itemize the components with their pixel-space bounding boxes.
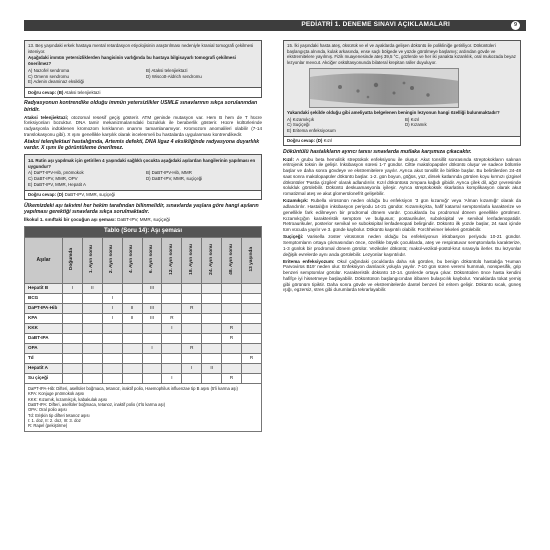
- paragraph-body: A grubu beta hemolitik streptokok enfeksiyonu ile oluşur. Akut tonsillit sonrasında streptokokların salınan eritrojenik toksin ile gelişir. İnkübasyon süresi 1-7 gündür. Ciltte makülopapüler döküntü oluşur ve sadece bölümle başlar ve daha sonra gövdeye ve ekstremitelere yayılır. Ayrıca akut tonsillit ile birlikte başlar. Bu belirtilerden 24-48 saat sonra makülopapüler döküntü başlar. 1-2. gün boyun, göğüs, yüz, dirsek katlarında görülen koyu kırmızı çizgisel döküntüler 'Pastia çizgileri' olarak adlandırılır. Kızıl döküntüsü zımpara kağıdı gibidir. Ayrıca çilek dil, ağız çevresinde solukluk görülebilir. Döküntü deskuamasyonla iyileşir. Ayrıca streptokoksik skarlatina komplikasyon olarak akut romatizmal ateş ve akut glomerülonefrit gelişebilir.: [283, 156, 521, 197]
- dose-cell: [63, 333, 83, 343]
- question-15-stem: Yukarıdaki şekilde olduğu gibi ameliyatta belgelenen beningin lezyonun hangi özelliği bulunmaktadır?: [287, 109, 500, 115]
- question-15-option: E) Eritema enfeksiyosum: [287, 128, 336, 134]
- table-row: [25, 323, 262, 333]
- clinical-photo: [309, 68, 459, 108]
- vaccine-table: [24, 226, 262, 384]
- dose-cell: R: [222, 323, 242, 333]
- column-label: 6. Ayın sonu: [149, 245, 155, 274]
- table-column-header: [142, 237, 162, 283]
- dose-cell: [102, 333, 122, 343]
- table-title: Tablo (Soru 14): Aşı şeması: [25, 226, 262, 237]
- dose-cell: [202, 293, 222, 303]
- table-row: [25, 313, 262, 323]
- dose-cell: [122, 353, 142, 363]
- dose-cell: [82, 373, 102, 383]
- dose-cell: [182, 373, 202, 383]
- dose-cell: [242, 373, 262, 383]
- dose-cell: [222, 283, 242, 293]
- dose-cell: III: [142, 303, 162, 313]
- table-header-row: [25, 237, 262, 283]
- page-header: [24, 20, 526, 31]
- dose-cell: [122, 293, 142, 303]
- dose-cell: [182, 313, 202, 323]
- dose-cell: [202, 283, 222, 293]
- dose-cell: [82, 363, 102, 373]
- dose-cell: [182, 293, 202, 303]
- dose-cell: I: [63, 283, 83, 293]
- dose-cell: [222, 363, 242, 373]
- dose-cell: I: [182, 363, 202, 373]
- paragraph-body: Okul çağındaki çocuklarda daha sık görülen, bu benign döküntülü hastalığa 'Human Parvovirüs B19' neden olur. Enfeksiyon damlacık yoluyla yayılır. 7-10 gün süren veremi hummalı, nonspesifik, grip benzeri semptomlar görülür. Karakteristik döküntü 10-14. günlerde ortaya çıkar. Döküntüden önce hasta kendini hafifçe iyi hissetmeye başlayabilir. Döküntünün başlangıcından itibaren bulaşıcılık kaybolur. Yanaklarda tokat yemiş gibi görünüm tipiktir. Daha sonra gövde ve ekstremitelerde dantel benzeri bir eritem gelişir. Döküntü sıcak, güneş ışığı, egzersiz, stres gibi durumlarda tekrarlayabilir.: [283, 258, 521, 293]
- dose-cell: [242, 363, 262, 373]
- vaccine-name: KKK: [25, 323, 63, 333]
- table-column-header: [102, 237, 122, 283]
- dose-cell: R: [222, 333, 242, 343]
- legend-line: OPA: Oral polio aşısı: [28, 407, 67, 413]
- paragraph-body: DaBT-IPV, MMR, suçiçeği: [115, 217, 170, 223]
- dose-cell: [182, 333, 202, 343]
- dose-cell: [142, 333, 162, 343]
- dose-cell: [222, 353, 242, 363]
- dose-cell: [63, 373, 83, 383]
- paragraph-lead: İlkokul 1. sınıftaki bir çocuğun aşı şeması:: [24, 217, 116, 223]
- question-13-box: [24, 40, 262, 88]
- left-column: [24, 40, 262, 432]
- dose-cell: [82, 343, 102, 353]
- dose-cell: [63, 353, 83, 363]
- dose-cell: [182, 323, 202, 333]
- section-heading: Ataksi telenjiektazi hastalığında, Artemis defekti, DNA ligaz 4 eksikliğinde radyasyona duyarlılık vardır. X ışını ile görüntüleme önerilmez.: [24, 138, 260, 152]
- paragraph-body: Varisella zoster virüsünün neden olduğu bu enfeksiyonun inkübasyon periyodu 10-21 gündür. Semptomların ortaya çıkmasından önce, özellikle büyük çocuklarda, ateş ve respiratuvar semptomlarla karakterize, 1-3 günlük bir prodromal dönem görülür. Veziküler döküntü; makül-vezikül-püstül-krut sırasıyla ilerler. Bu lezyonlar değişik evrelerde aynı anda görülebilir. Lezyonlar kaşıntılıdır.: [283, 234, 521, 257]
- dose-cell: I: [102, 293, 122, 303]
- dose-cell: I: [102, 303, 122, 313]
- paragraph-sucicegi: [283, 234, 521, 257]
- dose-cell: III: [142, 313, 162, 323]
- vaccine-name: Su çiçeği: [25, 373, 63, 383]
- question-14-option: D) DaBT-IPV, MMR, suçiçeği: [146, 176, 203, 182]
- question-13-stem: Aşağıdaki immün yetersizliklerden hangisinin varlığında bu hastaya bilgisayarlı tomografi çekilmesi önerilmez?: [28, 55, 236, 67]
- vaccine-name: Hepatit A: [25, 363, 63, 373]
- question-13-answer: [24, 88, 262, 98]
- dose-cell: [222, 343, 242, 353]
- table-row: [25, 373, 262, 383]
- dose-cell: [202, 373, 222, 383]
- answer-text: Ataksi telenjiektazi: [64, 89, 101, 95]
- dose-cell: [63, 343, 83, 353]
- question-15-option: A) Kızamıkçık: [287, 116, 315, 122]
- paragraph-lead: Kızıl:: [283, 156, 294, 162]
- table-column-header: [222, 237, 242, 283]
- question-13-option: A) Nazofel sendroma: [28, 67, 70, 73]
- dose-cell: [82, 323, 102, 333]
- dose-cell: [242, 323, 262, 333]
- dose-cell: [202, 343, 222, 353]
- question-14-text: 14. Rutin aşı yapılmak için getirilen 4 yaşındaki sağlıklı çocukta aşağıdaki aşılardan hangilerinin yapılması en uygundur?: [28, 157, 256, 169]
- legend-line: R: Rapel (pekiştirme): [28, 423, 68, 429]
- table-row: [25, 343, 262, 353]
- question-14-options: [28, 170, 258, 187]
- dose-cell: [242, 333, 262, 343]
- dose-cell: [242, 303, 262, 313]
- vaccine-name: DaPT-IPA-Hib: [25, 303, 63, 313]
- column-label: 18. Ayın sonu: [188, 244, 194, 275]
- question-13-option: E) Adenin deaminaz eksikliği: [28, 79, 84, 85]
- section-heading: Radyasyonun kontrendike olduğu immün yetersizlikler USMLE sınavlarının sıkça sorulanından biridir.: [24, 100, 258, 113]
- column-label: 1. Ayın sonu: [89, 245, 95, 274]
- table-column-header: [162, 237, 182, 283]
- paragraph-eritema: [283, 259, 521, 293]
- dose-cell: [242, 283, 262, 293]
- dose-cell: [122, 283, 142, 293]
- dose-cell: [63, 313, 83, 323]
- dose-cell: [222, 313, 242, 323]
- dose-cell: [142, 293, 162, 303]
- column-label: 13 yaşında: [248, 247, 254, 272]
- dose-cell: [222, 293, 242, 303]
- question-15-option: C) Suçiçeği: [287, 122, 310, 128]
- dose-cell: II: [202, 363, 222, 373]
- dose-cell: [202, 353, 222, 363]
- dose-cell: [122, 333, 142, 343]
- dose-cell: R: [162, 313, 182, 323]
- dose-cell: [63, 293, 83, 303]
- dose-cell: R: [222, 373, 242, 383]
- dose-cell: [162, 283, 182, 293]
- table-column-header: [242, 237, 262, 283]
- table-legend: [24, 384, 262, 432]
- dose-cell: [242, 343, 262, 353]
- table-corner-label: Aşılar: [25, 237, 63, 283]
- answer-label: Doğru cevap: (B): [28, 89, 64, 95]
- question-13-text: 13. Beş yaşındaki erkek hastaya mental retardasyon etiyolojisinin araştırılması nedeniyle kranial tomografi çekilmesi isteniyor.: [28, 43, 254, 54]
- paragraph-vaccine: [24, 217, 262, 223]
- answer-label: Doğru cevap: (D): [287, 138, 323, 144]
- dose-cell: [182, 283, 202, 293]
- dose-cell: [82, 353, 102, 363]
- table-column-header: [202, 237, 222, 283]
- dose-cell: [162, 303, 182, 313]
- dose-cell: [122, 363, 142, 373]
- dose-cell: [162, 293, 182, 303]
- table-row: [25, 353, 262, 363]
- dose-cell: R: [182, 303, 202, 313]
- paragraph-ataksi: [24, 115, 262, 138]
- question-14-answer: [24, 191, 262, 201]
- column-label: 12. Ayın sonu: [168, 244, 174, 275]
- table-column-header: [182, 237, 202, 283]
- dose-cell: R: [242, 353, 262, 363]
- dose-cell: I: [162, 323, 182, 333]
- question-14-option: A) DaPT-IPV-Hib, pnömokok: [28, 170, 84, 176]
- dose-cell: [202, 333, 222, 343]
- dose-cell: [142, 373, 162, 383]
- dose-cell: [63, 303, 83, 313]
- table-column-header: [122, 237, 142, 283]
- question-13-option: D) Wiscott-Aldrich sendromu: [146, 73, 202, 79]
- dose-cell: [102, 323, 122, 333]
- dose-cell: [102, 283, 122, 293]
- vaccine-name: BCG: [25, 293, 63, 303]
- dose-cell: II: [122, 303, 142, 313]
- question-13-option: B) Ataksi telenjiektazi: [146, 67, 188, 73]
- dose-cell: [82, 333, 102, 343]
- dose-cell: [202, 303, 222, 313]
- section-heading: Ülkemizdeki aşı takvimi her hekim tarafından bilinmelidir, sınavlarda yaşlara göre hangi aşıların yapılması gerektiği sınavlarda sıkça sorulmaktadır.: [24, 202, 259, 216]
- question-14-option: B) DaBT-IPV-Hib, MMR: [146, 170, 192, 176]
- column-label: 4. Ayın sonu: [129, 245, 135, 274]
- paragraph-lead: Eritema enfeksiyozum:: [283, 258, 335, 264]
- dose-cell: [82, 313, 102, 323]
- paragraph-lead: Kızamıkçık:: [283, 198, 309, 204]
- dose-cell: [102, 373, 122, 383]
- dose-cell: I: [162, 373, 182, 383]
- table-row: [25, 283, 262, 293]
- legend-line: KKK: Kızamık, kızamıkçık, kabakulak aşısı: [28, 396, 108, 402]
- question-14-option: E) DaBT-IPV, MMR, Hepatit A: [28, 181, 86, 187]
- question-15-option: B) Kızıl: [405, 116, 420, 122]
- answer-text: DaBT-IPV, MMR, suçiçeği: [64, 192, 115, 198]
- dose-cell: [182, 353, 202, 363]
- dose-cell: II: [122, 313, 142, 323]
- dose-cell: [202, 323, 222, 333]
- dose-cell: [242, 293, 262, 303]
- answer-label: Doğru cevap: (D): [28, 192, 64, 198]
- table-body: [25, 283, 262, 383]
- paragraph-body: otozomal resesif geçiş gösterir. ATM geninde mutasyon var. Hem B hem de T hücre fonksiyonları bozuktur. DNA tamir mekanizmalarındaki bozukluk ile beraberlik gösterir. Hücre kültürlerinde radyasyonla indüklenen kromozom kırıklarının onarımı tamamlanamıyor. Kromozom anomalileri olabilir (7-14 translokasyonu gibi). X ışını genellikle karşılık olarak incelenmeli bu hastalarda uygulanması kontrendikedir.: [24, 114, 262, 137]
- dose-cell: [142, 353, 162, 363]
- column-label: Doğumda: [69, 248, 75, 271]
- table-row: [25, 333, 262, 343]
- dose-cell: [222, 303, 242, 313]
- legend-line: DaPT-IPA-Hib: Difteri, asellüler boğmaca, tetanoz, inaktif polio, Haemophilus influenzae tip B aşısı (5'li karma aşı): [28, 385, 238, 391]
- column-label: 24. Ayın sonu: [208, 244, 214, 275]
- legend-line: I: 1. doz, II: 2. doz, III: 3. doz: [28, 418, 81, 424]
- dose-cell: [162, 363, 182, 373]
- legend-line: KPA: Konjuge pnömokok aşısı: [28, 391, 85, 397]
- question-14-option: C) DaBT-IPV, MMR, OPV: [28, 176, 78, 182]
- dose-cell: II: [82, 283, 102, 293]
- column-label: 48. Ayın sonu: [228, 244, 234, 275]
- question-13-option: C) Omenn sendromu: [28, 73, 69, 79]
- skin-rash-image: [310, 69, 459, 108]
- dose-cell: [63, 323, 83, 333]
- question-15-option: D) Kızamık: [405, 122, 427, 128]
- vaccine-name: Td: [25, 353, 63, 363]
- dose-cell: [102, 363, 122, 373]
- dose-cell: [82, 293, 102, 303]
- dose-cell: [82, 303, 102, 313]
- paragraph-kizil: [283, 157, 521, 197]
- dose-cell: [122, 343, 142, 353]
- answer-text: Kızıl: [323, 138, 333, 144]
- paragraph-body: Rubella virüsünün neden olduğu bu enfeksiyon '3 gün kızamığı' veya 'Alman kızamığı' olarak da adlandırılır. Hastalığın inkübasyon periyodu 14-21 gündür. Kızamıkçıkta, hafif katarral semptomlarla karakterize ve genellikle fark edilmeyen bir prodromal dönem vardır. Çocuklarda bu prodromal dönem genellikle görülmez. Kızamıkçığın karakteristik semptom ve bulgusun; postaurikuler, suboksipital ve servikal lenfadenopatidir. Retroaurikuler, posterior servikal ve suboksipital lenfadenopati belirgindir. Döküntü ilk yüzde başlar, 24 saat içinde tüm vücuda yayılır ve 3. günde kaybolur. Döküntü kaşıntılı olabilir. Forchheimer lekeleri görülebilir.: [283, 198, 521, 233]
- vaccine-name: Hepatit B: [25, 283, 63, 293]
- question-15-options: [287, 117, 517, 134]
- dose-cell: [142, 323, 162, 333]
- page-number: 9: [511, 21, 520, 30]
- legend-line: DaBT-IPA: Difteri, asellüler boğmaca, tetanoz, inaktif polio (4'lü karma aşı): [28, 401, 166, 407]
- dose-cell: I: [142, 343, 162, 353]
- dose-cell: III: [142, 283, 162, 293]
- question-15-answer: [283, 137, 521, 147]
- table-row: [25, 303, 262, 313]
- dose-cell: [122, 323, 142, 333]
- dose-cell: [162, 343, 182, 353]
- question-14-box: [24, 154, 262, 191]
- dose-cell: [63, 363, 83, 373]
- dose-cell: [102, 353, 122, 363]
- dose-cell: [102, 343, 122, 353]
- column-label: 2. Ayın sonu: [109, 245, 115, 274]
- dose-cell: [202, 313, 222, 323]
- dose-cell: R: [182, 343, 202, 353]
- vaccine-name: DaBT-IPA: [25, 333, 63, 343]
- paragraph-lead: Suçiçeği:: [283, 234, 304, 240]
- question-15-text: 15. İki yaşındaki hasta ateş, öksürük ve el ve ayaklarda gelişen döküntü ile polikliniğe getiriliyor. Döküntüleri başlangıçta alnında, kulak arkasında, ense saçlı bölgede ve yüzde görülmeye başlamış; ardından gövde ve ekstremitelere yayılmış. Fizik muayenesinde ateş 39,5 °C, gözlerde ve her iki yanakta kızarıklık, oral mukozada beyaz lezyonlar mevcut. Akciğer oskültasyonunda bilateral krepitan raller duyuluyor.: [287, 43, 516, 66]
- dose-cell: [162, 353, 182, 363]
- question-13-options: [28, 68, 258, 85]
- table-row: [25, 363, 262, 373]
- dose-cell: I: [102, 313, 122, 323]
- header-title: PEDİATRİ 1. DENEME SINAVI AÇIKLAMALARI: [301, 21, 450, 29]
- legend-line: Td: Erişkin tip difteri tetanoz aşısı: [28, 412, 90, 418]
- table-row: [25, 293, 262, 303]
- paragraph-kizamikcik: [283, 198, 521, 232]
- table-column-header: [82, 237, 102, 283]
- dose-cell: [162, 333, 182, 343]
- dose-cell: [122, 373, 142, 383]
- dose-cell: [142, 363, 162, 373]
- paragraph-lead: Ataksi telenjiektazi;: [24, 114, 69, 120]
- right-column: [283, 40, 521, 295]
- table-column-header: [63, 237, 83, 283]
- vaccine-name: KPA: [25, 313, 63, 323]
- dose-cell: [242, 313, 262, 323]
- vaccine-name: OPA: [25, 343, 63, 353]
- section-heading: Döküntülü hastalıkların ayırıcı tanısı sınavlarda mutlaka karşımıza çıkacaktır.: [283, 148, 472, 155]
- question-15-box: [283, 40, 521, 137]
